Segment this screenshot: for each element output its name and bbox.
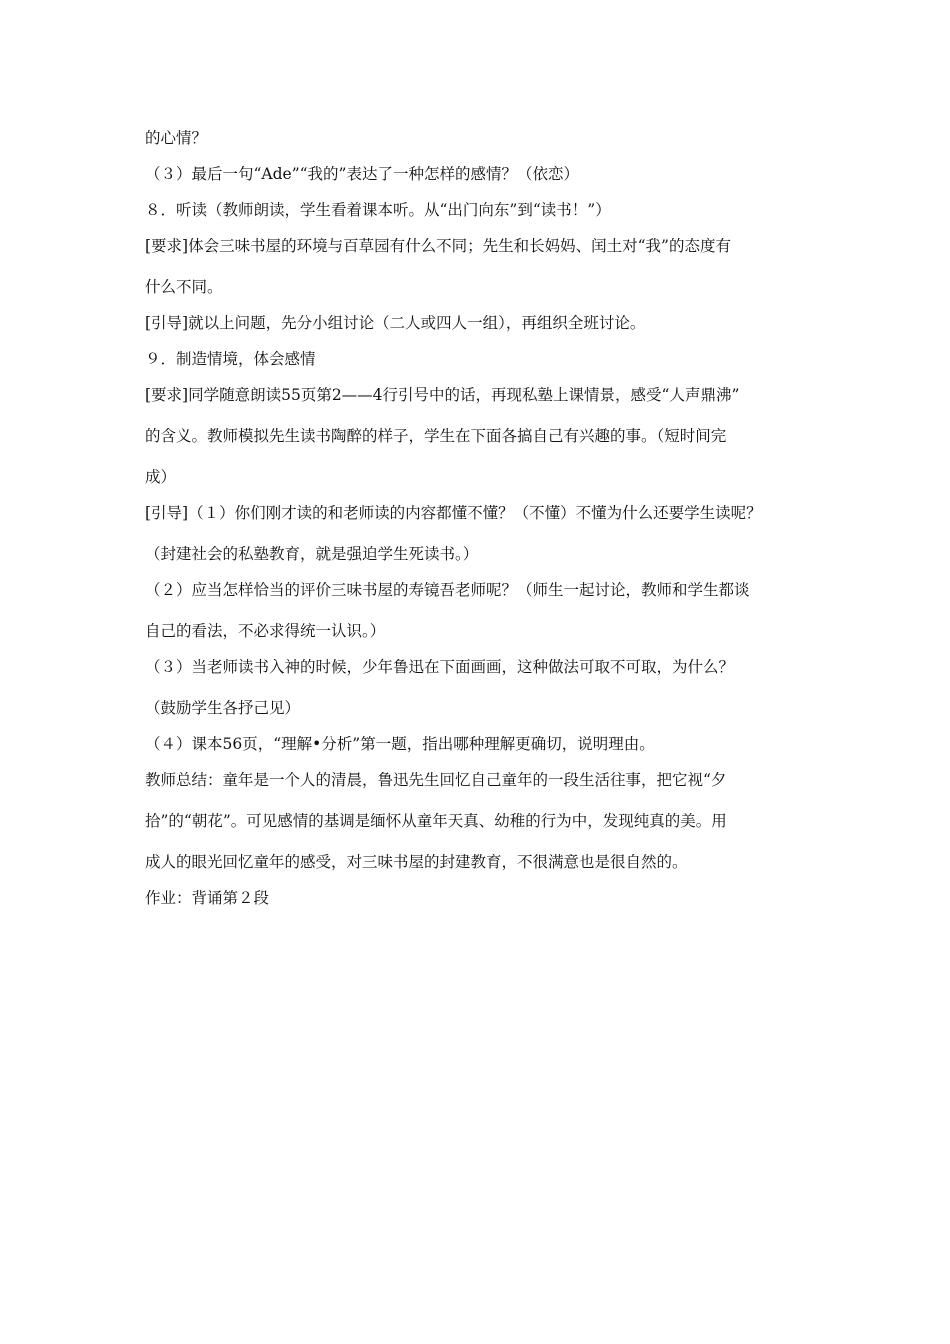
document-body [145,124,810,920]
text-line: 教师总结：童年是一个人的清晨，鲁迅先生回忆自己童年的一段生活往事，把它视“夕 [145,771,727,789]
text-line: ９．制造情境，体会感情 [145,350,316,368]
text-line: （鼓励学生各抒己见） [145,699,301,717]
text-line: 成人的眼光回忆童年的感受，对三味书屋的封建教育，不很满意也是很自然的。 [145,853,688,871]
text-line: [要求]体会三味书屋的环境与百草园有什么不同；先生和长妈妈、闰土对“我”的态度有 [145,237,731,255]
text-line: 成） [145,468,177,486]
text-line: [引导]（１）你们刚才读的和老师读的内容都懂不懂？（不懂）不懂为什么还要学生读呢？ [145,504,762,522]
text-line: 作业：背诵第２段 [145,889,270,907]
text-line: 的心情？ [145,129,208,147]
text-line: 自己的看法，不必求得统一认识。） [145,622,386,640]
text-line: （２）应当怎样恰当的评价三味书屋的寿镜吾老师呢？（师生一起讨论，教师和学生都谈 [145,581,750,599]
text-line: [引导]就以上问题，先分小组讨论（二人或四人一组），再组织全班讨论。 [145,314,646,332]
text-line: ８．听读（教师朗读，学生看着课本听。从“出门向东”到“读书！”） [145,201,611,219]
text-line: （３）最后一句“Ade”“我的”表达了一种怎样的感情？（依恋） [145,165,579,183]
text-line: 拾”的“朝花”。可见感情的基调是缅怀从童年天真、幼稚的行为中，发现纯真的美。用 [145,812,727,830]
text-line: 什么不同。 [145,278,223,296]
text-line: [要求]同学随意朗读55页第2——4行引号中的话，再现私塾上课情景，感受“人声鼎沸” [145,386,740,404]
text-line: （４）课本56页，“理解•分析”第一题，指出哪种理解更确切，说明理由。 [145,735,655,753]
text-line: 的含义。教师模拟先生读书陶醉的样子，学生在下面各搞自己有兴趣的事。（短时间完 [145,427,727,445]
text-line: （封建社会的私塾教育，就是强迫学生死读书。） [145,545,479,563]
text-line: （３）当老师读书入神的时候，少年鲁迅在下面画画，这种做法可取不可取，为什么？ [145,658,735,676]
